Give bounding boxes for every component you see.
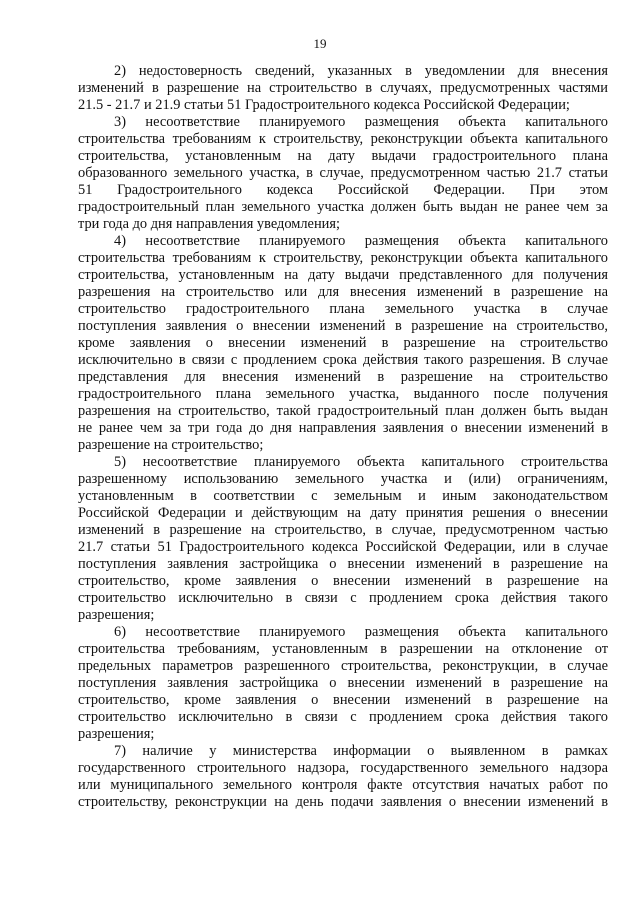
document-body — [78, 63, 608, 811]
text-line: поступления заявления застройщика о внесении изменений в разрешение на — [78, 675, 608, 691]
text-line: 21.7 статьи 51 Градостроительного кодекса Российской Федерации, или в случае — [78, 539, 608, 555]
text-line: градостроительный план земельного участка должен быть выдан не ранее чем за — [78, 199, 608, 215]
text-line: разрешения на строительство или для внесения изменений в разрешение на — [78, 284, 608, 300]
text-line: поступления заявления застройщика о внесении изменений в разрешение на — [78, 556, 608, 572]
text-line: строительства требованиям к строительству, реконструкции объекта капитального — [78, 131, 608, 147]
text-line: не ранее чем за три года до дня направления заявления о внесении изменений в — [78, 420, 608, 436]
text-line: образованного земельного участка, в случае, предусмотренном частью 21.7 статьи — [78, 165, 608, 181]
text-line: или муниципального земельного контроля факте отсутствия начатых работ по — [78, 777, 608, 793]
text-line: изменений в разрешение на строительство в случаях, предусмотренных частями — [78, 80, 608, 96]
text-line: поступления заявления о внесении изменений в разрешение на строительство, — [78, 318, 608, 334]
text-line: строительства требованиям, установленным в разрешении на отклонение от — [78, 641, 608, 657]
text-line: разрешение на строительство; — [78, 437, 264, 453]
paragraph-first-line: 3) несоответствие планируемого размещения объекта капитального — [114, 114, 608, 130]
text-line: разрешения; — [78, 726, 155, 742]
paragraph-first-line: 7) наличие у министерства информации о выявленном в рамках — [114, 743, 608, 759]
page-number: 19 — [313, 36, 327, 51]
text-line: строительство исключительно в связи с продлением срока действия такого — [78, 590, 608, 606]
text-line: разрешения на строительство, такой градостроительный план должен быть выдан — [78, 403, 608, 419]
text-line: строительству, реконструкции на день подачи заявления о внесении изменений в — [78, 794, 608, 810]
text-line: строительство, кроме заявления о внесении изменений в разрешение на — [78, 573, 608, 589]
text-line: Российской Федерации и действующим на дату принятия решения о внесении — [78, 505, 608, 521]
text-line: разрешенному использованию земельного участка и (или) ограничениям, — [78, 471, 608, 487]
text-line: разрешения; — [78, 607, 155, 623]
text-line: 21.5 - 21.7 и 21.9 статьи 51 Градостроительного кодекса Российской Федерации; — [78, 97, 570, 113]
paragraph-first-line: 6) несоответствие планируемого размещения объекта капитального — [114, 624, 608, 640]
paragraph-first-line: 5) несоответствие планируемого объекта капитального строительства — [114, 454, 608, 470]
text-line: строительства, установленным на дату выдачи градостроительного плана — [78, 148, 608, 164]
text-line: строительство градостроительного плана земельного участка в случае — [78, 301, 608, 317]
text-line: строительство исключительно в связи с продлением срока действия такого — [78, 709, 608, 725]
text-line: государственного строительного надзора, государственного земельного надзора — [78, 760, 608, 776]
paragraph-first-line: 2) недостоверность сведений, указанных в уведомлении для внесения — [114, 63, 608, 79]
text-line: кроме заявления о внесении изменений в разрешение на строительство — [78, 335, 608, 351]
text-line: изменений в разрешение на строительство, в случае, предусмотренном частью — [78, 522, 608, 538]
text-line: три года до дня направления уведомления; — [78, 216, 340, 232]
text-line: строительства требованиям к строительству, реконструкции объекта капитального — [78, 250, 608, 266]
text-line: 51 Градостроительного кодекса Российской Федерации. При этом — [78, 182, 608, 198]
text-line: установленным в соответствии с земельным и иным законодательством — [78, 488, 608, 504]
text-line: представления для внесения изменений в разрешение на строительство — [78, 369, 608, 385]
paragraph-first-line: 4) несоответствие планируемого размещения объекта капитального — [114, 233, 608, 249]
text-line: строительство, кроме заявления о внесении изменений в разрешение на — [78, 692, 608, 708]
text-line: градостроительного плана земельного участка, выданного после получения — [78, 386, 608, 402]
text-line: строительства, установленным на дату выдачи представленного для получения — [78, 267, 608, 283]
text-line: исключительно в связи с продлением срока действия такого разрешения. В случае — [78, 352, 608, 368]
text-line: предельных параметров разрешенного строительства, реконструкции, в случае — [78, 658, 608, 674]
